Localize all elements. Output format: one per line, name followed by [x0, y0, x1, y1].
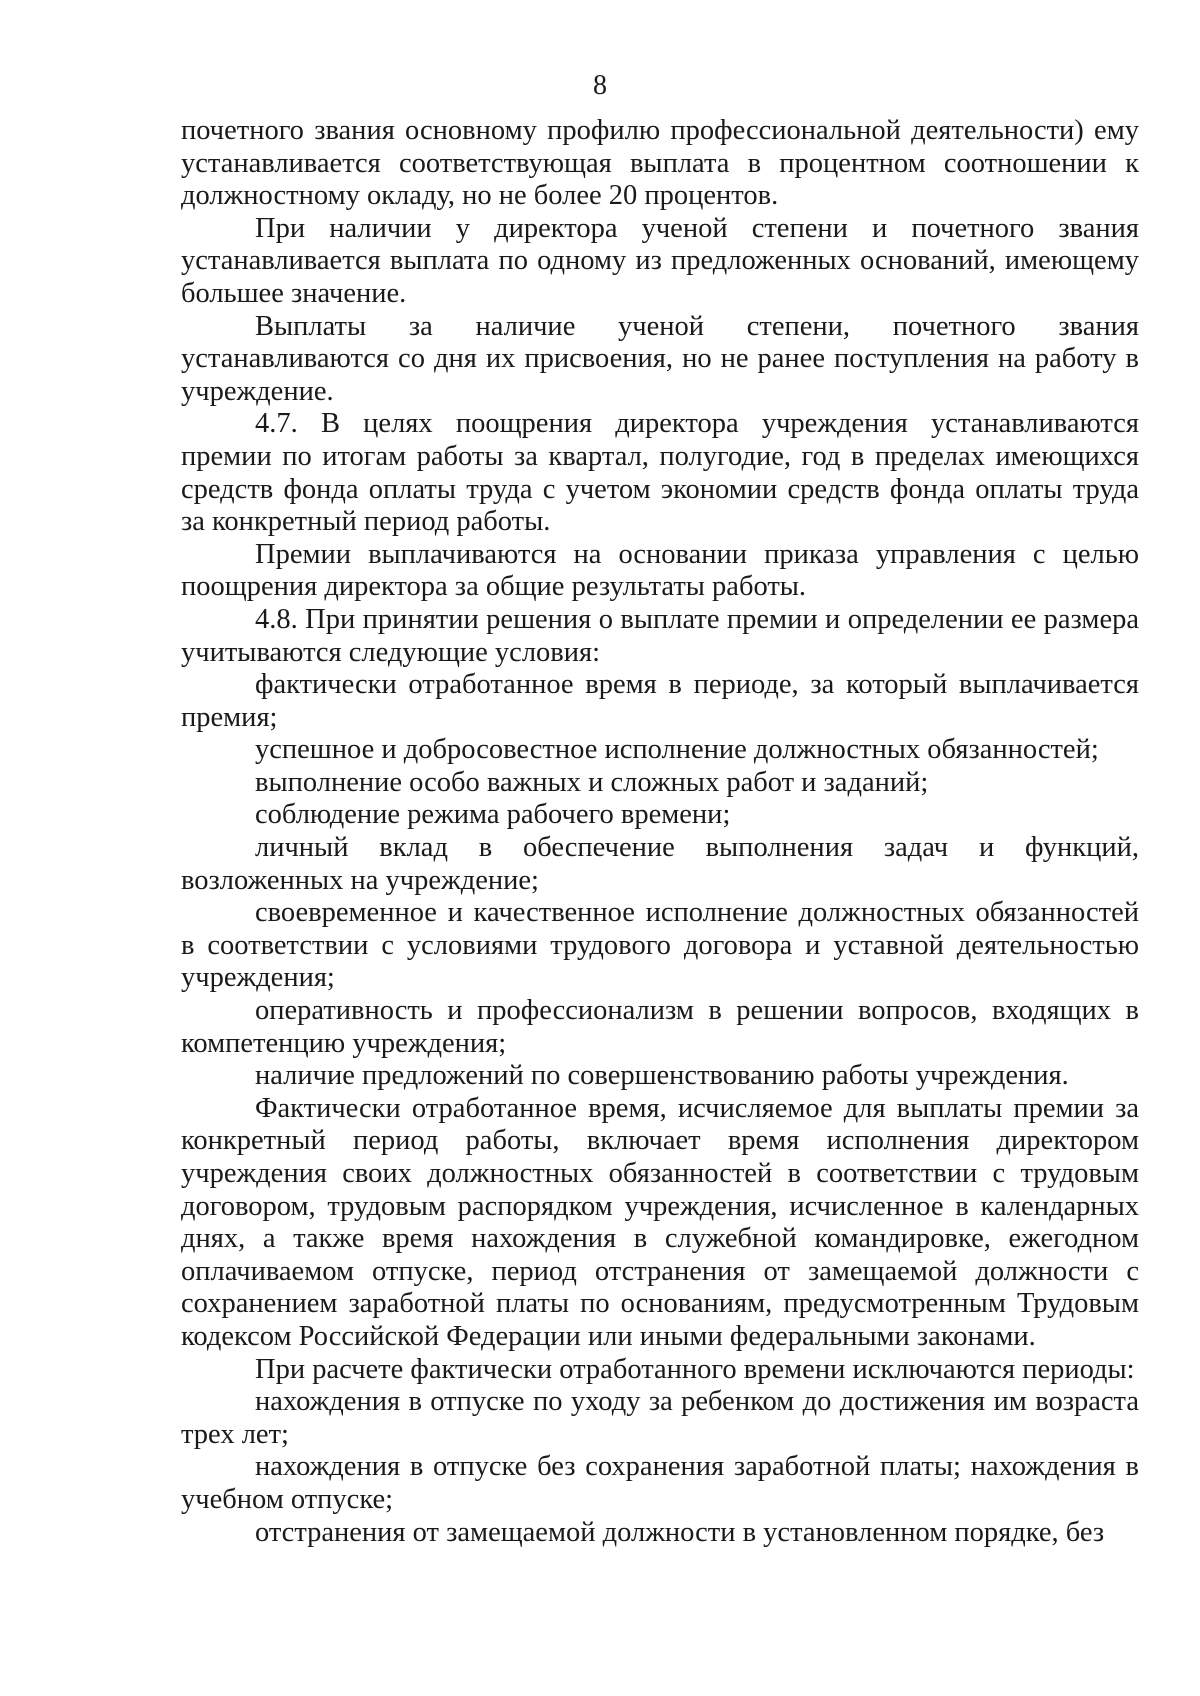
condition-item: своевременное и качественное исполнение должностных обязанностей в соответствии с условиями трудового договора и уставной деятельностью учреждения;	[181, 897, 1139, 994]
condition-item: успешное и добросовестное исполнение должностных обязанностей;	[255, 734, 1099, 766]
paragraph-5: Премии выплачиваются на основании приказа управления с целью поощрения директора за общие результаты работы.	[181, 538, 1139, 603]
paragraph-exclusions: При расчете фактически отработанного времени исключаются периоды:	[255, 1353, 1135, 1385]
exclusion-item: нахождения в отпуске по уходу за ребенком до достижения им возраста трех лет;	[181, 1386, 1139, 1450]
condition-item: выполнение особо важных и сложных работ и заданий;	[255, 766, 929, 798]
condition-item: наличие предложений по совершенствованию работы учреждения.	[255, 1060, 1069, 1092]
paragraph-1: почетного звания основному профилю профессиональной деятельности) ему устанавливается соответствующая выплата в процентном соотношении к должностному окладу, но не более 20 процентов.	[181, 115, 1139, 212]
paragraph-4-8: 4.8. При принятии решения о выплате премии и определении ее размера учитываются следующие условия:	[181, 603, 1139, 668]
paragraph-worked-time: Фактически отработанное время, исчисляемое для выплаты премии за конкретный период работы, включает время исполнения директором учреждения своих должностных обязанностей в соответствии с трудовым договором, трудовым распорядком учреждения, исчисленное в календарных днях, а также время нахождения в служебной командировке, ежегодном оплачиваемом отпуске, период отстранения от замещаемой должности с сохранением заработной платы по основаниям, предусмотренным Трудовым кодексом Российской Федерации или иными федеральными законами.	[181, 1092, 1139, 1352]
condition-item: соблюдение режима рабочего времени;	[255, 799, 731, 831]
condition-item: оперативность и профессионализм в решении вопросов, входящих в компетенцию учреждения;	[181, 995, 1139, 1059]
exclusion-item: отстранения от замещаемой должности в установленном порядке, без	[255, 1516, 1105, 1548]
exclusion-item: нахождения в отпуске без сохранения заработной платы; нахождения в учебном отпуске;	[181, 1451, 1139, 1515]
paragraph-2: При наличии у директора ученой степени и почетного звания устанавливается выплата по одному из предложенных оснований, имеющему большее значение.	[181, 212, 1139, 309]
page-number: 8	[593, 70, 607, 101]
condition-item: личный вклад в обеспечение выполнения задач и функций, возложенных на учреждение;	[181, 832, 1139, 896]
condition-item: фактически отработанное время в периоде, за который выплачивается премия;	[181, 669, 1139, 733]
document-body	[181, 115, 1139, 1549]
paragraph-3: Выплаты за наличие ученой степени, почетного звания устанавливаются со дня их присвоения, но не ранее поступления на работу в учреждение.	[181, 310, 1139, 407]
paragraph-4-7: 4.7. В целях поощрения директора учреждения устанавливаются премии по итогам работы за квартал, полугодие, год в пределах имеющихся средств фонда оплаты труда с учетом экономии средств фонда оплаты труда за конкретный период работы.	[181, 408, 1139, 538]
